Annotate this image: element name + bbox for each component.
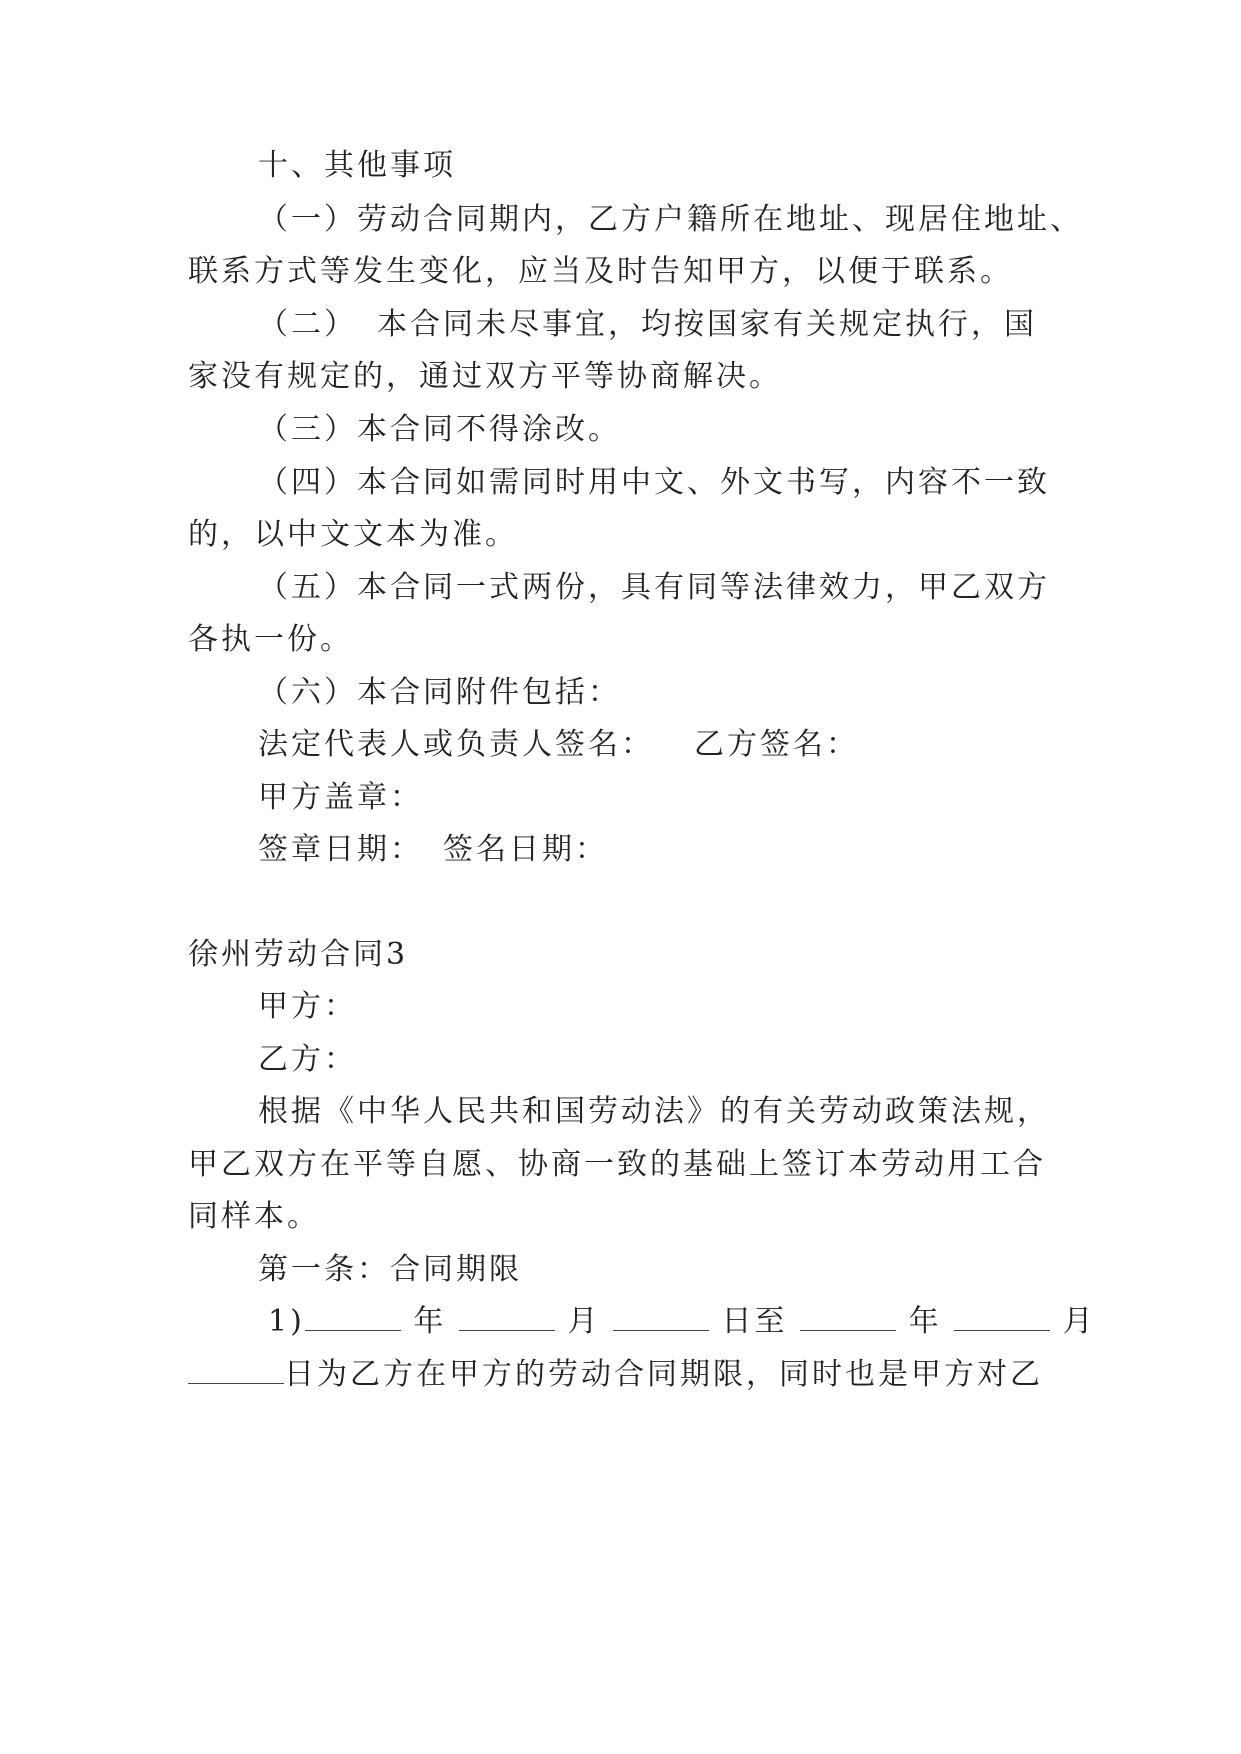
clause-1-line-2: 联系方式等发生变化，应当及时告知甲方，以便于联系。 [188, 254, 1013, 289]
preamble-line-3: 同样本。 [188, 1199, 320, 1234]
party-b-signature-label: 乙方签名： [694, 727, 859, 762]
preamble-line-2: 甲乙双方在平等自愿、协商一致的基础上签订本劳动用工合 [188, 1147, 1046, 1182]
clause-3: （三）本合同不得涂改。 [258, 412, 621, 447]
article-1-title: 第一条：合同期限 [258, 1252, 522, 1287]
clause-4-line-1: （四）本合同如需同时用中文、外文书写，内容不一致 [258, 465, 1050, 500]
clause-5-line-2: 各执一份。 [188, 622, 353, 657]
clause-2-line-2: 家没有规定的，通过双方平等协商解决。 [188, 359, 782, 394]
legal-rep-signature-label: 法定代表人或负责人签名： [258, 727, 654, 762]
clause-2-line-1 [258, 303, 1037, 347]
end-day-blank [188, 1357, 284, 1384]
end-year-blank [800, 1304, 896, 1331]
end-month-label: 月 [1062, 1304, 1096, 1339]
seal-date-label: 签章日期： [258, 832, 423, 867]
clause-6: （六）本合同附件包括： [258, 675, 621, 710]
signature-line [258, 723, 859, 767]
term-line-2 [188, 1353, 1043, 1397]
start-year-label: 年 [413, 1304, 447, 1339]
start-month-label: 月 [567, 1304, 601, 1339]
clause-2-label: （二） [258, 307, 357, 342]
start-year-blank [305, 1304, 401, 1331]
clause-1-line-1: （一）劳动合同期内，乙方户籍所在地址、现居住地址、 [258, 202, 1083, 237]
contract-3-title: 徐州劳动合同3 [188, 937, 409, 972]
end-year-label: 年 [908, 1304, 942, 1339]
start-day-blank [613, 1304, 709, 1331]
preamble-line-1: 根据《中华人民共和国劳动法》的有关劳动政策法规， [258, 1094, 1050, 1129]
term-line-2-text: 日为乙方在甲方的劳动合同期限，同时也是甲方对乙 [284, 1357, 1043, 1392]
clause-5-line-1: （五）本合同一式两份，具有同等法律效力，甲乙双方 [258, 570, 1050, 605]
term-line-1 [268, 1300, 1096, 1344]
start-month-blank [459, 1304, 555, 1331]
start-day-label: 日 [721, 1304, 755, 1339]
party-b-label: 乙方： [258, 1042, 357, 1077]
clause-2-text: 本合同未尽事宜，均按国家有关规定执行，国 [377, 307, 1037, 342]
to-label: 至 [754, 1304, 788, 1339]
party-a-seal-label: 甲方盖章： [258, 780, 423, 815]
end-month-blank [954, 1304, 1050, 1331]
sign-date-label: 签名日期： [443, 832, 608, 867]
section-title: 十、其他事项 [258, 148, 456, 183]
party-a-label: 甲方： [258, 989, 357, 1024]
date-line [258, 828, 608, 872]
term-prefix: 1) [268, 1304, 305, 1339]
clause-4-line-2: 的，以中文文本为准。 [188, 517, 518, 552]
